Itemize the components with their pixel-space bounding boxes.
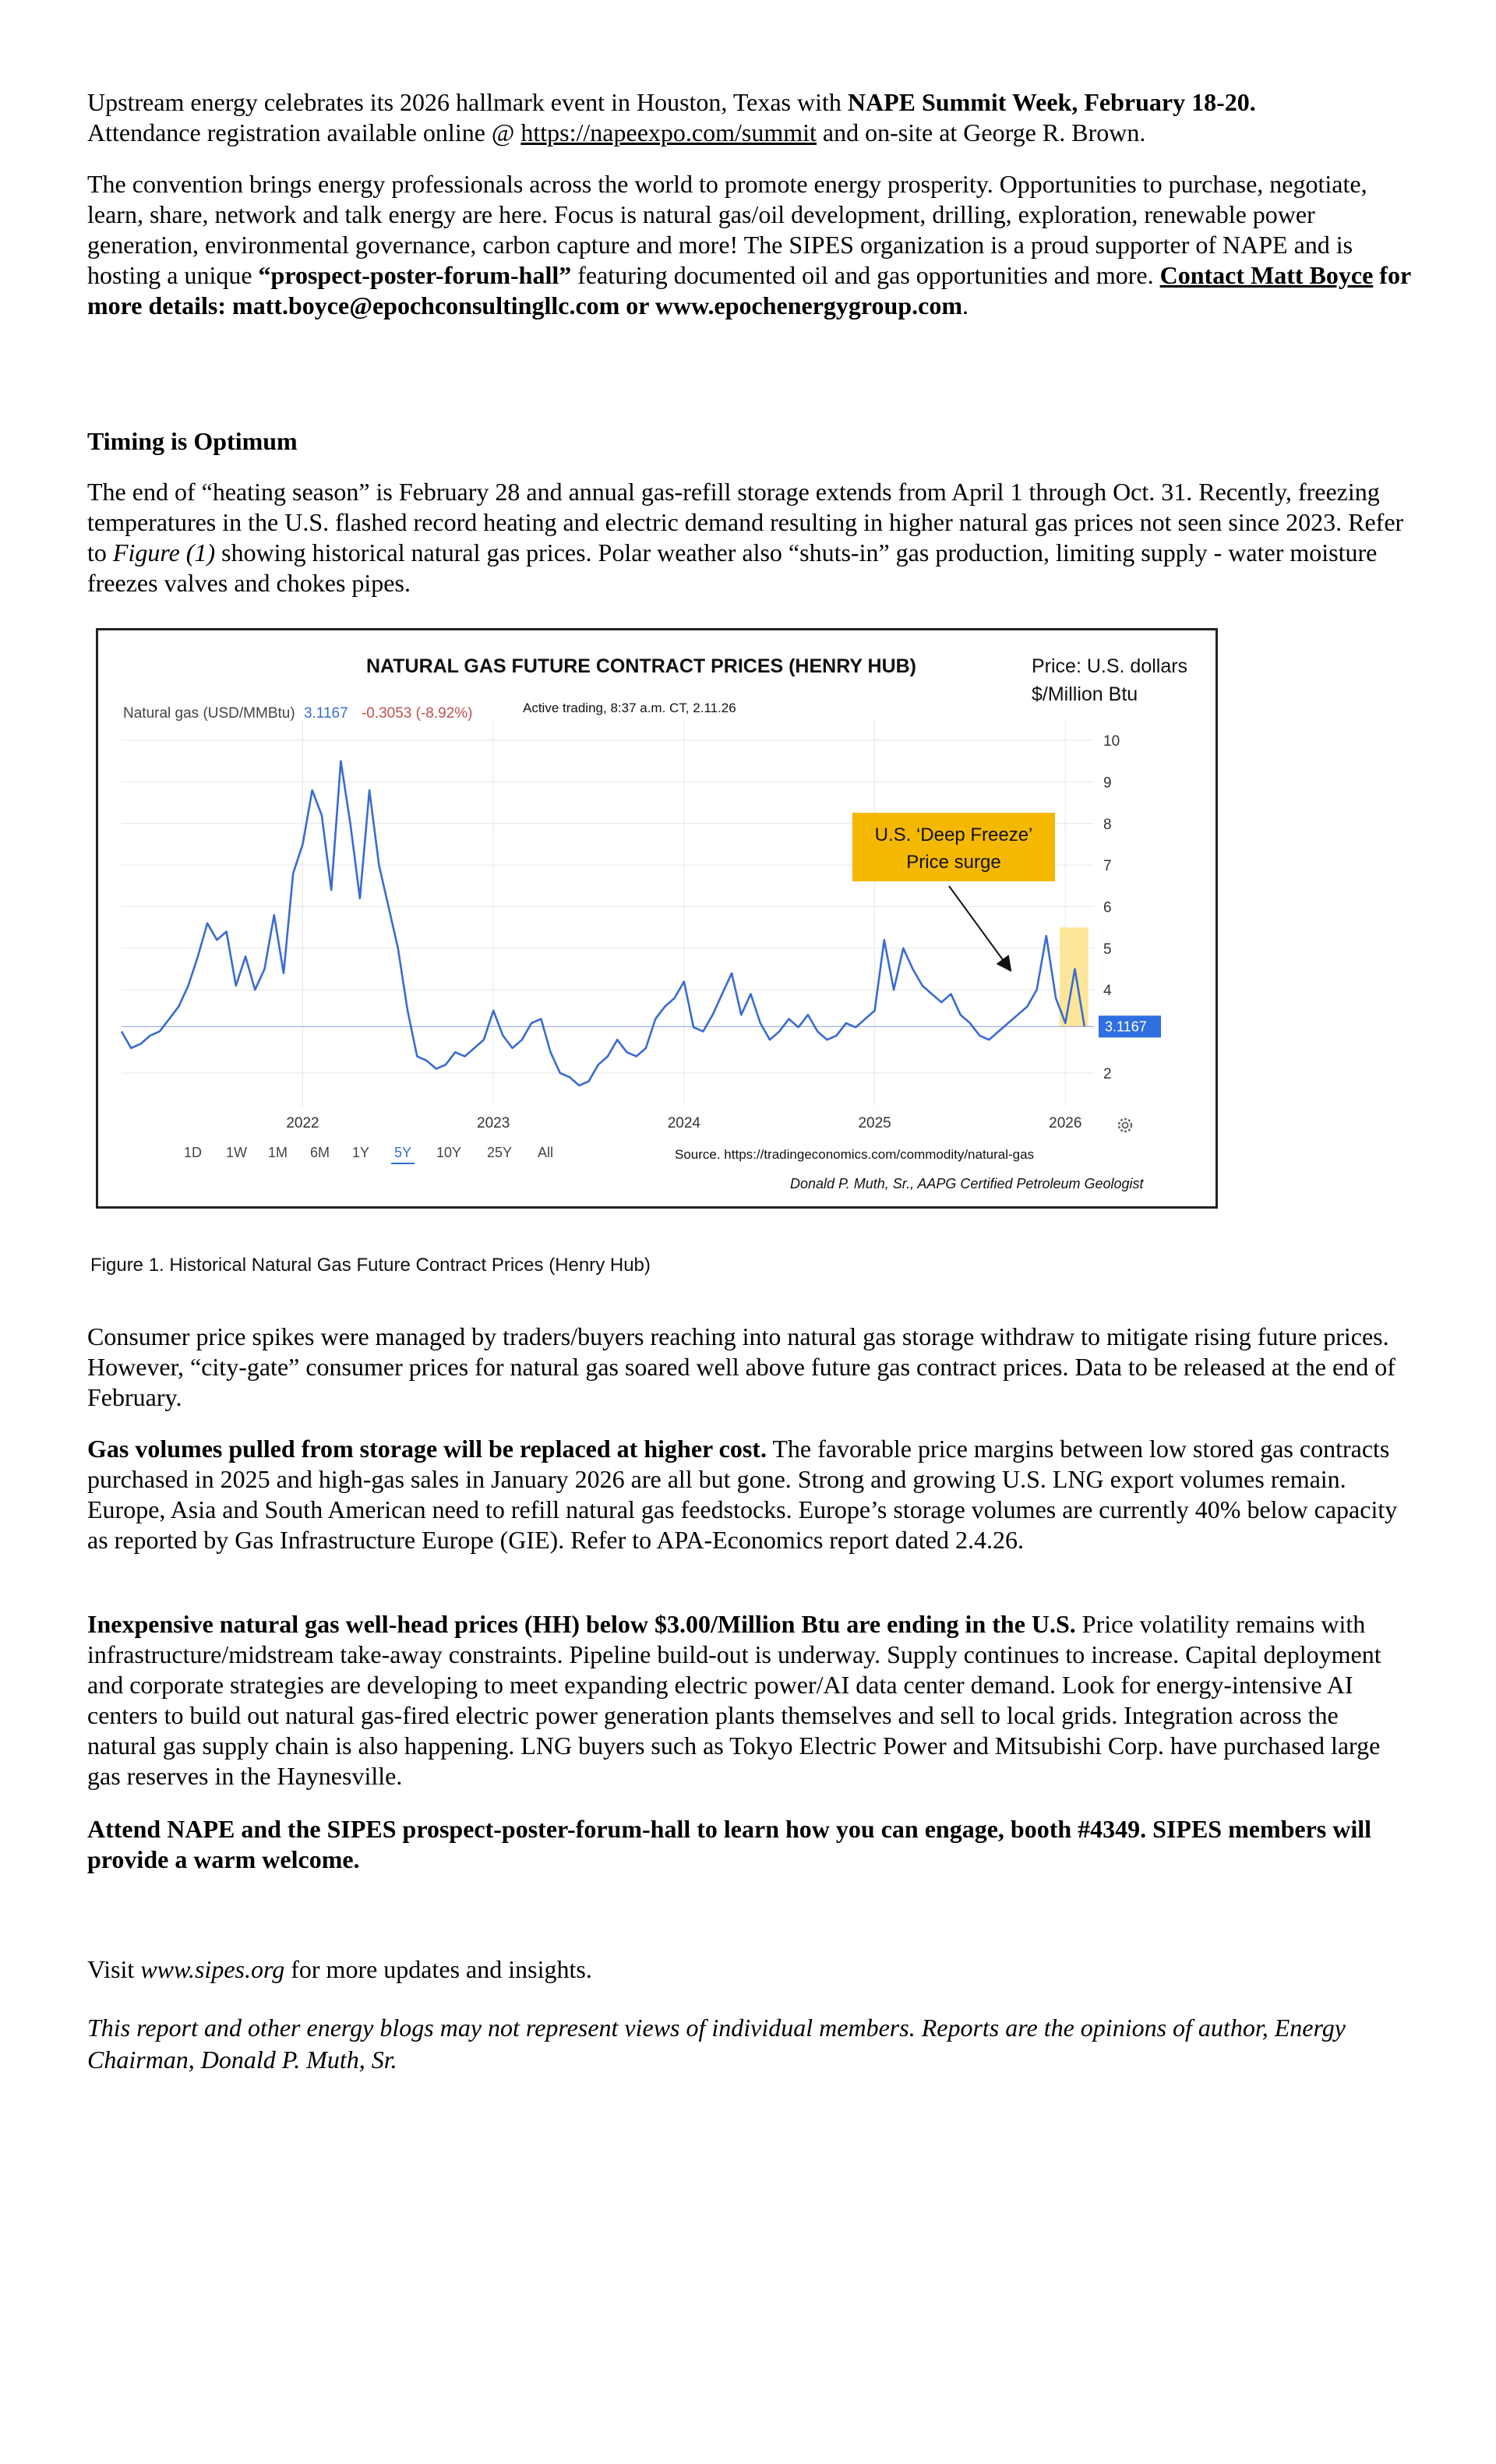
chart-units-line2: $/Million Btu (1032, 683, 1138, 705)
contact-details: for more details: matt.boyce@epochconsultingllc.com or www.epochenergygroup.com (87, 261, 1411, 319)
intro-paragraph (87, 87, 1412, 148)
range-button-1y[interactable]: 1Y (352, 1145, 370, 1160)
y-tick-label: 7 (1103, 858, 1112, 875)
sipes-link[interactable]: www.sipes.org (140, 1955, 285, 1983)
y-tick-label: 5 (1103, 941, 1112, 958)
annotation-arrow (949, 886, 1010, 969)
chart-units-line1: Price: U.S. dollars (1032, 655, 1188, 677)
timing-text: The end of “heating season” is February 28 and annual gas-refill storage extends from April 1 through Oct. 31. Recently, freezing temperatures in the U.S. flashed record heating and electric demand resulting in higher natural gas prices not seen since 2023. Refer to (87, 478, 1404, 567)
x-axis (286, 1115, 1081, 1131)
timing-paragraph (87, 477, 1412, 598)
visit-paragraph (87, 1954, 1412, 1985)
source-note: Source. https://tradingeconomics.com/commodity/natural-gas (675, 1147, 1035, 1162)
y-tick-label: 4 (1103, 983, 1112, 1000)
annotation-line2: Price surge (906, 852, 1001, 873)
range-button-5y[interactable]: 5Y (394, 1145, 412, 1160)
contact-link[interactable]: Contact Matt Boyce (1159, 261, 1374, 289)
chart-title: NATURAL GAS FUTURE CONTRACT PRICES (HENRY HUB) (365, 655, 917, 677)
attend-paragraph (87, 1814, 1412, 1875)
visit-text: Visit (87, 1955, 141, 1983)
natural-gas-chart (98, 630, 1216, 1206)
intro-event-bold: NAPE Summit Week, February 18-20. (847, 88, 1256, 116)
active-trading-note: Active trading, 8:37 a.m. CT, 2.11.26 (523, 701, 736, 715)
intro-registration-text: Attendance registration available online @ (87, 118, 521, 146)
y-tick-label: 10 (1103, 733, 1120, 750)
x-tick-label: 2026 (1049, 1115, 1082, 1131)
convention-paragraph (87, 169, 1412, 321)
forum-hall-bold: “prospect-poster-forum-hall” (258, 261, 572, 289)
annotation-line1: U.S. ‘Deep Freeze’ (874, 824, 1033, 845)
y-tick-label: 8 (1103, 816, 1112, 833)
range-button-all[interactable]: All (538, 1145, 554, 1160)
visit-text-2: for more updates and insights. (284, 1955, 592, 1983)
timing-heading: Timing is Optimum (87, 427, 298, 455)
summit-link[interactable]: https://napeexpo.com/summit (520, 118, 817, 146)
x-tick-label: 2023 (477, 1115, 510, 1131)
intro-text: Upstream energy celebrates its 2026 hallmark event in Houston, Texas with (87, 88, 848, 116)
figure-caption: Figure 1. Historical Natural Gas Future Contract Prices (Henry Hub) (90, 1255, 651, 1276)
storage-text: The favorable price margins between low stored gas contracts purchased in 2025 and high-gas sales in January 2026 are all but gone. Strong and growing U.S. LNG export volumes remain. Europe, Asia and South American need to refill natural gas feedstocks. Europe’s storage volumes are currently 40% below capacity as reported by Gas Infrastructure Europe (GIE). Refer to APA-Economics report dated 2.4.26. (87, 1435, 1398, 1554)
consumer-paragraph (87, 1322, 1412, 1413)
wellhead-paragraph (87, 1609, 1412, 1792)
price-marker-text: 3.1167 (1105, 1018, 1147, 1035)
range-button-1m[interactable]: 1M (268, 1145, 288, 1160)
series-name: Natural gas (USD/MMBtu) (123, 705, 295, 722)
convention-text: The convention brings energy professionals across the world to promote energy prosperity. Opportunities to purchase, negotiate, learn, share, network and talk energy are here. Focus is natural gas/oil development, drilling, exploration, renewable power generation, environmental governance, carbon capture and more! The SIPES organization is a proud supporter of NAPE and is hosting a unique (87, 170, 1367, 289)
x-tick-label: 2024 (667, 1115, 701, 1131)
x-tick-label: 2022 (286, 1115, 319, 1131)
y-tick-label: 6 (1103, 899, 1112, 916)
change-value: -0.3053 (-8.92%) (361, 705, 473, 722)
range-button-25y[interactable]: 25Y (487, 1145, 513, 1160)
intro-location-text: and on-site at George R. Brown. (816, 118, 1146, 146)
range-button-1d[interactable]: 1D (184, 1145, 203, 1160)
timing-text-2: showing historical natural gas prices. Polar weather also “shuts-in” gas production, limiting supply - water moisture freezes valves and chokes pipes. (87, 538, 1378, 597)
last-value: 3.1167 (303, 705, 348, 722)
range-button-1w[interactable]: 1W (226, 1145, 247, 1160)
range-button-10y[interactable]: 10Y (436, 1145, 462, 1160)
author-credit: Donald P. Muth, Sr., AAPG Certified Petroleum Geologist (790, 1176, 1144, 1191)
x-tick-label: 2025 (858, 1115, 891, 1131)
grid-lines (122, 720, 1094, 1106)
disclaimer-text: This report and other energy blogs may not represent views of individual members. Reports are the opinions of author, Energy Chairman, Donald P. Muth, Sr. (87, 2014, 1346, 2074)
y-tick-label: 2 (1103, 1065, 1112, 1082)
wellhead-bold: Inexpensive natural gas well-head prices (HH) below $3.00/Million Btu are ending in the U.S. (87, 1610, 1076, 1638)
range-selector (184, 1145, 553, 1163)
disclaimer-paragraph (87, 2012, 1412, 2076)
chart-figure (96, 628, 1218, 1209)
price-line (122, 761, 1085, 1086)
consumer-text: Consumer price spikes were managed by traders/buyers reaching into natural gas storage withdraw to mitigate rising future prices. However, “city-gate” consumer prices for natural gas soared well above future gas contract prices. Data to be released at the end of February. (87, 1322, 1395, 1411)
wellhead-text: Price volatility remains with infrastructure/midstream take-away constraints. Pipeline build-out is underway. Supply continues to increase. Capital deployment and corporate strategies are developing to meet expanding electric power/AI data center demand. Look for energy-intensive AI centers to build out natural gas-fired electric power generation plants themselves and sell to local grids. Integration across the natural gas supply chain is also happening. LNG buyers such as Tokyo Electric Power and Mitsubishi Corp. have purchased large gas reserves in the Haynesville. (87, 1610, 1381, 1790)
range-button-6m[interactable]: 6M (310, 1145, 330, 1160)
attend-bold: Attend NAPE and the SIPES prospect-poster-forum-hall to learn how you can engage, booth #4349. SIPES members will provide a warm welcome. (87, 1815, 1372, 1873)
y-tick-label: 9 (1103, 775, 1112, 792)
storage-bold: Gas volumes pulled from storage will be replaced at higher cost. (87, 1435, 767, 1463)
figure-reference: Figure (1) (112, 538, 216, 567)
storage-paragraph (87, 1434, 1412, 1555)
series-label (123, 705, 473, 722)
convention-text-2: featuring documented oil and gas opportunities and more. (571, 261, 1160, 289)
gear-icon[interactable] (1119, 1119, 1131, 1131)
convention-end: . (961, 291, 969, 319)
